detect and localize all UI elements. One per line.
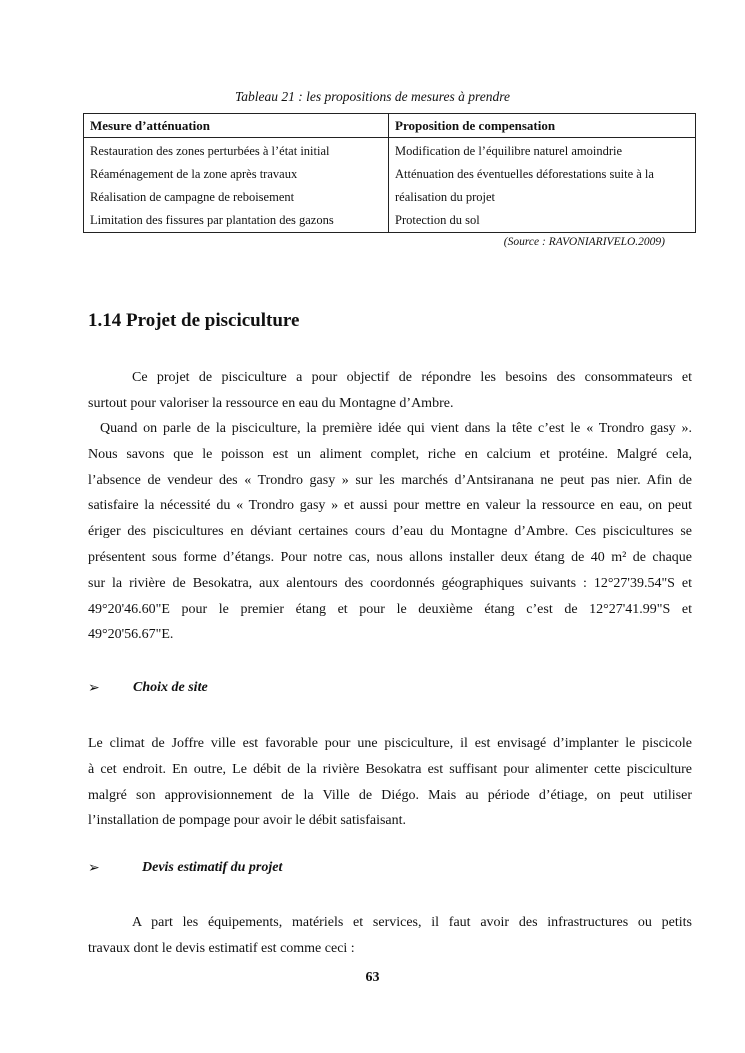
table-cell: Restauration des zones perturbées à l’état initial <box>84 138 389 164</box>
table-cell: Atténuation des éventuelles déforestations suite à la <box>389 163 696 186</box>
column-header: Proposition de compensation <box>389 114 696 138</box>
table-cell: réalisation du projet <box>389 186 696 209</box>
page-number: 63 <box>365 970 380 985</box>
table-cell: Réalisation de campagne de reboisement <box>84 186 389 209</box>
table-header-row <box>84 114 696 138</box>
text-line: Ce projet de pisciculture a pour objectif de répondre les besoins des consommateurs et <box>132 370 692 385</box>
measures-table <box>83 113 696 233</box>
text-line: à cet endroit. En outre, Le débit de la rivière Besokatra est suffisant pour alimenter cette pisciculture <box>88 761 692 777</box>
text-line: l’absence de vendeur des « Trondro gasy » sur les marchés d’Antsiranana ne peut pas nier. Afin de <box>88 472 692 488</box>
text-line: présentent sous forme d’étangs. Pour notre cas, nous allons installer deux étang de 40 m² de chaque <box>88 549 692 565</box>
table-row <box>84 209 696 233</box>
section-heading: 1.14 Projet de pisciculture <box>88 310 300 331</box>
subheading-choix: Choix de site <box>133 680 208 695</box>
subheading-devis: Devis estimatif du projet <box>142 860 283 875</box>
text-line: Nous savons que le poisson est un aliment complet, riche en calcium et protéine. Malgré cela, <box>88 446 692 462</box>
text-line: sur la rivière de Besokatra, aux alentours des coordonnés géographiques suivants : 12°27'39.54"S et <box>88 575 692 591</box>
paragraph-devis <box>88 910 692 962</box>
text-line: malgré son approvisionnement de la Ville de Diégo. Mais au période d’étiage, on peut utiliser <box>88 787 692 803</box>
text-line: 49°20'46.60"E pour le premier étang et pour le deuxième étang c’est de 12°27'41.99"S et <box>88 601 692 617</box>
table-row <box>84 163 696 186</box>
text-line: satisfaire la nécessité du « Trondro gasy » et aussi pour mettre en valeur la ressource en eau, on peut <box>88 498 692 514</box>
paragraph-intro <box>88 365 692 417</box>
table-source: (Source : RAVONIARIVELO.2009) <box>503 236 665 248</box>
text-line: travaux dont le devis estimatif est comme ceci : <box>88 940 355 956</box>
bullet-arrow-icon: ➢ <box>88 681 100 696</box>
paragraph-choix <box>88 731 692 834</box>
table-row <box>84 138 696 164</box>
table-cell: Limitation des fissures par plantation des gazons <box>84 209 389 233</box>
text-line: Le climat de Joffre ville est favorable pour une pisciculture, il est envisagé d’implanter le piscicole <box>88 736 692 751</box>
bullet-arrow-icon: ➢ <box>88 861 100 876</box>
column-header: Mesure d’atténuation <box>84 114 389 138</box>
table-cell: Modification de l’équilibre naturel amoindrie <box>389 138 696 164</box>
table-cell: Réaménagement de la zone après travaux <box>84 163 389 186</box>
paragraph-main <box>88 416 692 648</box>
table-caption: Tableau 21 : les propositions de mesures à prendre <box>235 89 510 104</box>
text-line: ériger des piscicultures en déviant certaines cours d’eau du Montagne d’Ambre. Ces piscicultures se <box>88 524 692 540</box>
table-cell: Protection du sol <box>389 209 696 233</box>
text-line: l’installation de pompage pour avoir le débit satisfaisant. <box>88 813 407 829</box>
text-line: Quand on parle de la pisciculture, la première idée qui vient dans la tête c’est le « Trondro gasy ». <box>100 421 692 436</box>
table-row <box>84 186 696 209</box>
text-line: surtout pour valoriser la ressource en eau du Montagne d’Ambre. <box>88 395 454 411</box>
text-line: 49°20'56.67"E. <box>88 627 174 643</box>
text-line: A part les équipements, matériels et services, il faut avoir des infrastructures ou petits <box>132 915 692 930</box>
